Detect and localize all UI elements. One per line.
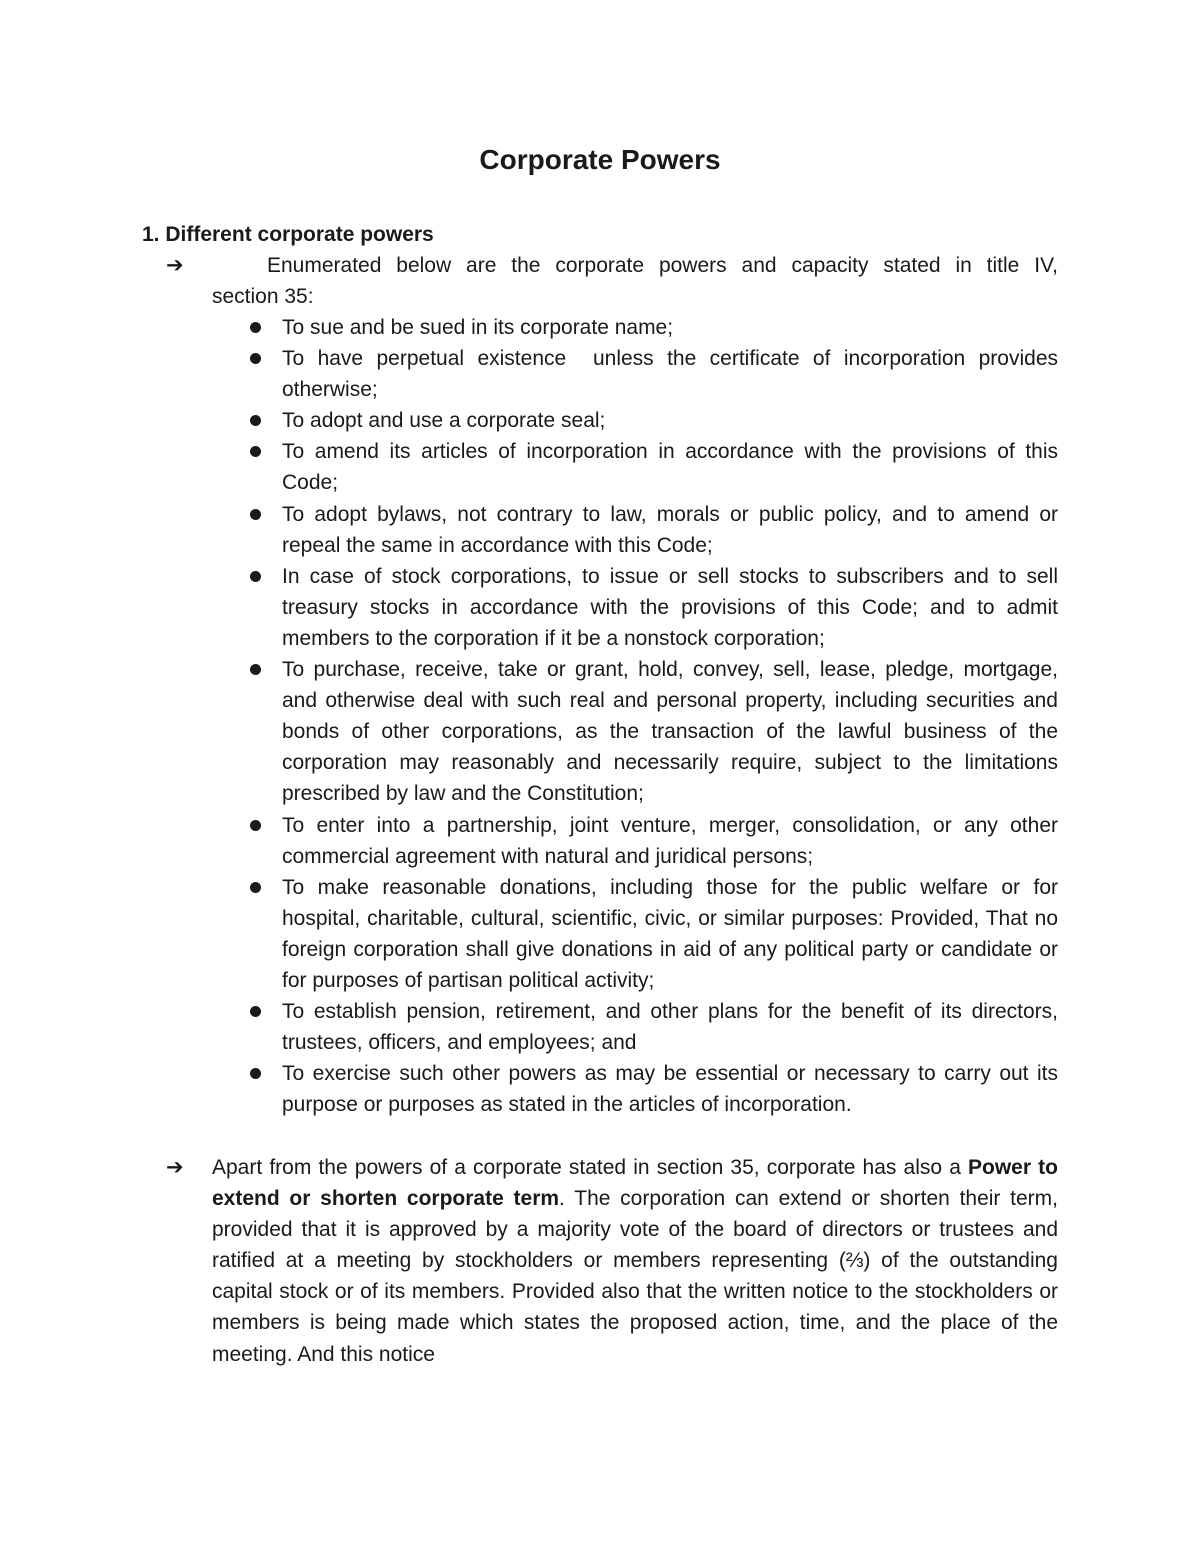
intro-line-1: Enumerated below are the corporate powers and capacity stated in title IV, [267,254,1058,277]
bullet-icon [250,509,261,520]
powers-list [282,312,1064,1120]
list-item-text: To sue and be sued in its corporate name; [282,316,674,339]
bullet-icon [250,322,261,333]
list-item-text: To adopt bylaws, not contrary to law, morals or public policy, and to amend or repeal the same in accordance with this Code; [282,502,1058,557]
bullet-icon [250,1068,261,1079]
list-item [282,405,1058,436]
list-item [282,996,1058,1058]
list-item [282,499,1058,561]
list-item [282,810,1058,872]
list-item [282,561,1058,654]
bullet-icon [250,664,261,675]
list-item [282,872,1058,996]
list-item-text: To exercise such other powers as may be essential or necessary to carry out its purpose or purposes as stated in the articles of incorporation. [282,1062,1058,1117]
bullet-icon [250,446,261,457]
bullet-icon [250,882,261,893]
intro-line-2: section 35: [212,285,314,309]
list-item [282,343,1064,405]
list-item [282,654,1058,809]
list-item-text: To establish pension, retirement, and other plans for the benefit of its directors, trustees, officers, and employees; and [282,1000,1058,1055]
term-paragraph [166,1152,1058,1370]
list-item [282,312,1058,343]
page-title: Corporate Powers [479,144,721,175]
list-item-text: To make reasonable donations, including those for the public welfare or for hospital, charitable, cultural, scientific, civic, or similar purposes: Provided, That no foreign corporation shall give donations in aid of any political party or candidate or for purposes of partisan political activity; [282,875,1058,992]
list-item [282,1058,1058,1120]
term-text-after: . The corporation can extend or shorten their term, provided that it is approved by a majority vote of the board of directors or trustees and ratified at a meeting by stockholders or members representing (⅔) of the outstanding capital stock or of its members. Provided also that the written notice to the stockholders or members is being made which states the proposed action, time, and the place of the meeting. And this notice [212,1187,1058,1366]
term-text-before: Apart from the powers of a corporate stated in section 35, corporate has also a [212,1156,969,1179]
intro-first-line [212,250,1058,281]
list-item-text: In case of stock corporations, to issue or sell stocks to subscribers and to sell treasury stocks in accordance with the provisions of this Code; and to admit members to the corporation if it be a nonstock corporation; [282,564,1058,650]
list-item-text: To have perpetual existence unless the certificate of incorporation provides otherwise; [282,347,1064,402]
arrow-icon: ➔ [166,254,184,277]
bullet-icon [250,353,261,364]
bullet-icon [250,1006,261,1017]
list-item-text: To amend its articles of incorporation in accordance with the provisions of this Code; [282,440,1058,495]
intro-paragraph [166,250,1058,312]
bullet-icon [250,415,261,426]
list-item-text: To enter into a partnership, joint venture, merger, consolidation, or any other commercial agreement with natural and juridical persons; [282,813,1058,868]
term-bold-phrase: Power to extend or shorten corporate term [212,1156,1058,1211]
bullet-icon [250,820,261,831]
list-item-text: To adopt and use a corporate seal; [282,409,606,433]
list-item [282,436,1058,498]
bullet-icon [250,571,261,582]
list-item-text: To purchase, receive, take or grant, hold, convey, sell, lease, pledge, mortgage, and otherwise deal with such real and personal property, including securities and bonds of other corporations, as the transaction of the lawful business of the corporation may reasonably and necessarily require, subject to the limitations prescribed by law and the Constitution; [282,658,1058,806]
arrow-icon: ➔ [166,1156,184,1179]
section-heading: 1. Different corporate powers [142,223,434,246]
